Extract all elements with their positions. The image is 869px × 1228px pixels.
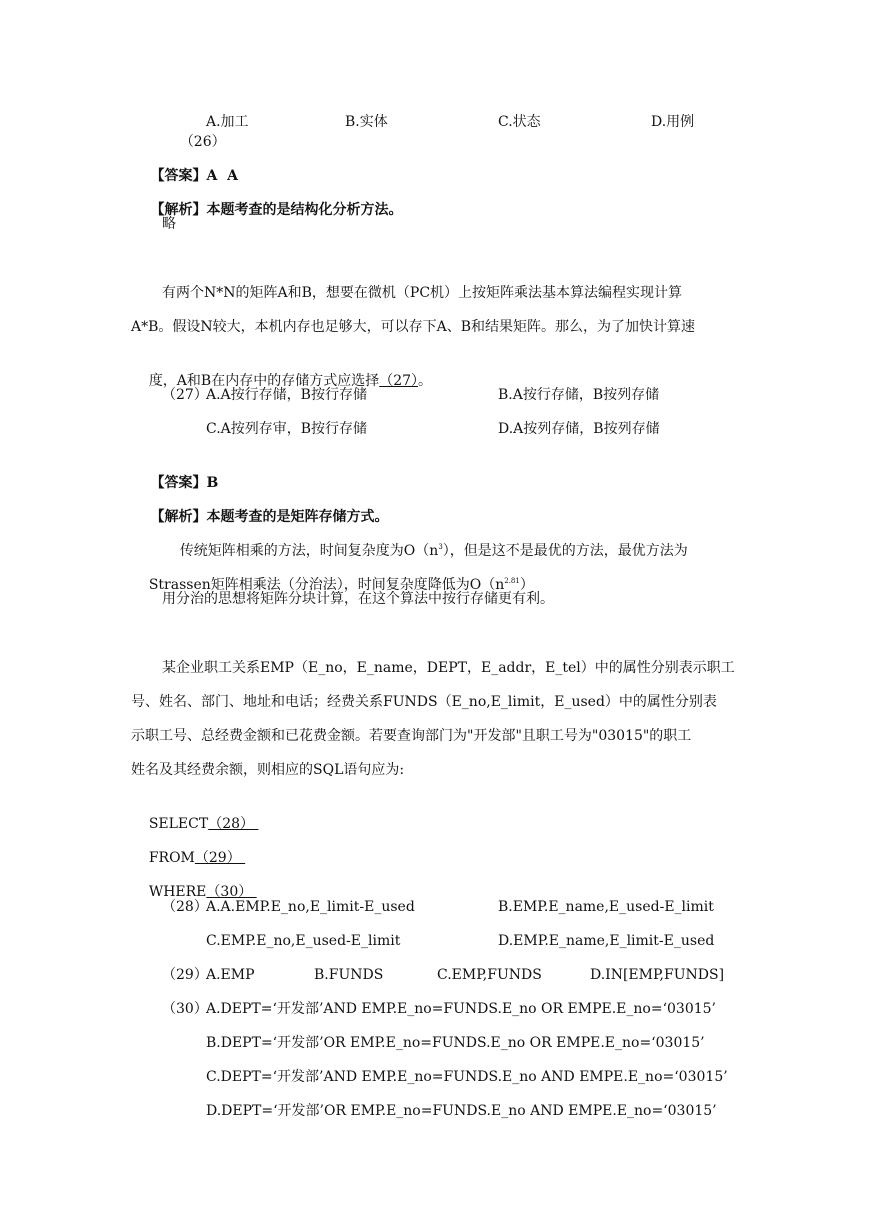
q29-prefix: （29） (162, 967, 208, 983)
q27-option-d: D.A按列存储，B按列存储 (498, 421, 660, 437)
q30-option-a: A.DEPT=‘开发部’AND EMP.E_no=FUNDS.E_no OR EMPE.E_no=‘03015’ (206, 1001, 717, 1017)
exp2-sup: 2.81 (504, 577, 520, 585)
q27-option-a: A.A按行存储，B按行存储 (206, 387, 367, 403)
q28-stem-line1: 某企业职工关系EMP（E_no，E_name，DEPT，E_addr，E_tel）中的属性分别表示职工 (162, 660, 735, 676)
analysis-label: 【解析】 (150, 509, 207, 525)
q27-explanation-3: 用分治的思想将矩阵分块计算，在这个算法中按行存储更有利。 (162, 591, 554, 607)
q26-prefix: （26） (179, 134, 226, 150)
q30-option-d: D.DEPT=‘开发部’OR EMP.E_no=FUNDS.E_no AND EMPE.E_no=‘03015’ (206, 1103, 717, 1119)
q27-stem-end: 。 (418, 373, 433, 389)
q27-stem-line2: A*B。假设N较大，本机内存也足够大，可以存下A、B和结果矩阵。那么，为了加快计算速 (131, 319, 696, 335)
q27-blank: （27） (379, 373, 419, 389)
q28-option-a: A.A.EMP.E_no,E_limit-E_used (206, 899, 415, 915)
exp1-text-end: ），但是这不是最优的方法，最优方法为 (442, 543, 688, 559)
q26-option-d: D.用例 (651, 114, 695, 130)
sql-select-blank: （28） (208, 816, 259, 832)
q30-prefix: （30） (162, 1001, 208, 1017)
q27-option-b: B.A按行存储，B按列存储 (498, 387, 660, 403)
q26-option-b: B.实体 (345, 114, 388, 130)
q27-stem-text: 度，A和B在内存中的存储方式应选择 (148, 373, 380, 389)
q28-prefix: （28） (162, 899, 208, 915)
q29-option-a: A.EMP (206, 967, 255, 983)
sql-from-keyword: FROM (148, 850, 195, 866)
exp2-text: Strassen矩阵相乘法（分治法），时间复杂度降低为O（n (148, 577, 505, 593)
q28-stem-line2: 号、姓名、部门、地址和电话；经费关系FUNDS（E_no,E_limit，E_used）中的属性分别表 (131, 694, 717, 710)
q27-prefix: （27） (162, 387, 208, 403)
q28-option-d: D.EMP.E_name,E_limit-E_used (498, 933, 715, 949)
answer-label: 【答案】 (150, 168, 207, 184)
q27-option-c: C.A按列存审，B按行存储 (206, 421, 368, 437)
q30-option-b: B.DEPT=‘开发部’OR EMP.E_no=FUNDS.E_no OR EMPE.E_no=‘03015’ (206, 1035, 705, 1051)
q28-option-c: C.EMP.E_no,E_used-E_limit (206, 933, 401, 949)
analysis-text: 本题考查的是矩阵存储方式。 (206, 509, 389, 525)
exp1-text: 传统矩阵相乘的方法，时间复杂度为O（n (179, 543, 439, 559)
exp2-text-end: ） (519, 577, 534, 593)
sql-select-keyword: SELECT (148, 816, 209, 832)
analysis-label: 【解析】 (150, 202, 207, 218)
q26-option-a: A.加工 (206, 114, 249, 130)
analysis-text: 本题考查的是结构化分析方法。 (206, 202, 403, 218)
answer-value: B (206, 475, 219, 491)
answer-value: A A (206, 168, 238, 184)
q28-option-b: B.EMP.E_name,E_used-E_limit (498, 899, 714, 915)
q28-stem-line4: 姓名及其经费余额，则相应的SQL语句应为: (131, 762, 405, 778)
q30-option-c: C.DEPT=‘开发部’AND EMP.E_no=FUNDS.E_no AND EMPE.E_no=‘03015’ (206, 1069, 728, 1085)
q26-option-c: C.状态 (498, 114, 541, 130)
q26-note: 略 (162, 216, 176, 232)
exp1-sup: 3 (438, 543, 443, 551)
sql-where-keyword: WHERE (148, 884, 207, 900)
sql-from-blank: （29） (194, 850, 246, 866)
q28-stem-line3: 示职工号、总经费金额和已花费金额。若要查询部门为"开发部"且职工号为"03015"的职工 (131, 728, 692, 744)
q29-option-c: C.EMP,FUNDS (437, 967, 542, 983)
answer-label: 【答案】 (150, 475, 207, 491)
sql-where-blank: （30） (206, 884, 257, 900)
q29-option-d: D.IN[EMP,FUNDS] (590, 967, 725, 983)
q29-option-b: B.FUNDS (314, 967, 384, 983)
q27-stem-line1: 有两个N*N的矩阵A和B，想要在微机（PC机）上按矩阵乘法基本算法编程实现计算 (162, 285, 683, 301)
